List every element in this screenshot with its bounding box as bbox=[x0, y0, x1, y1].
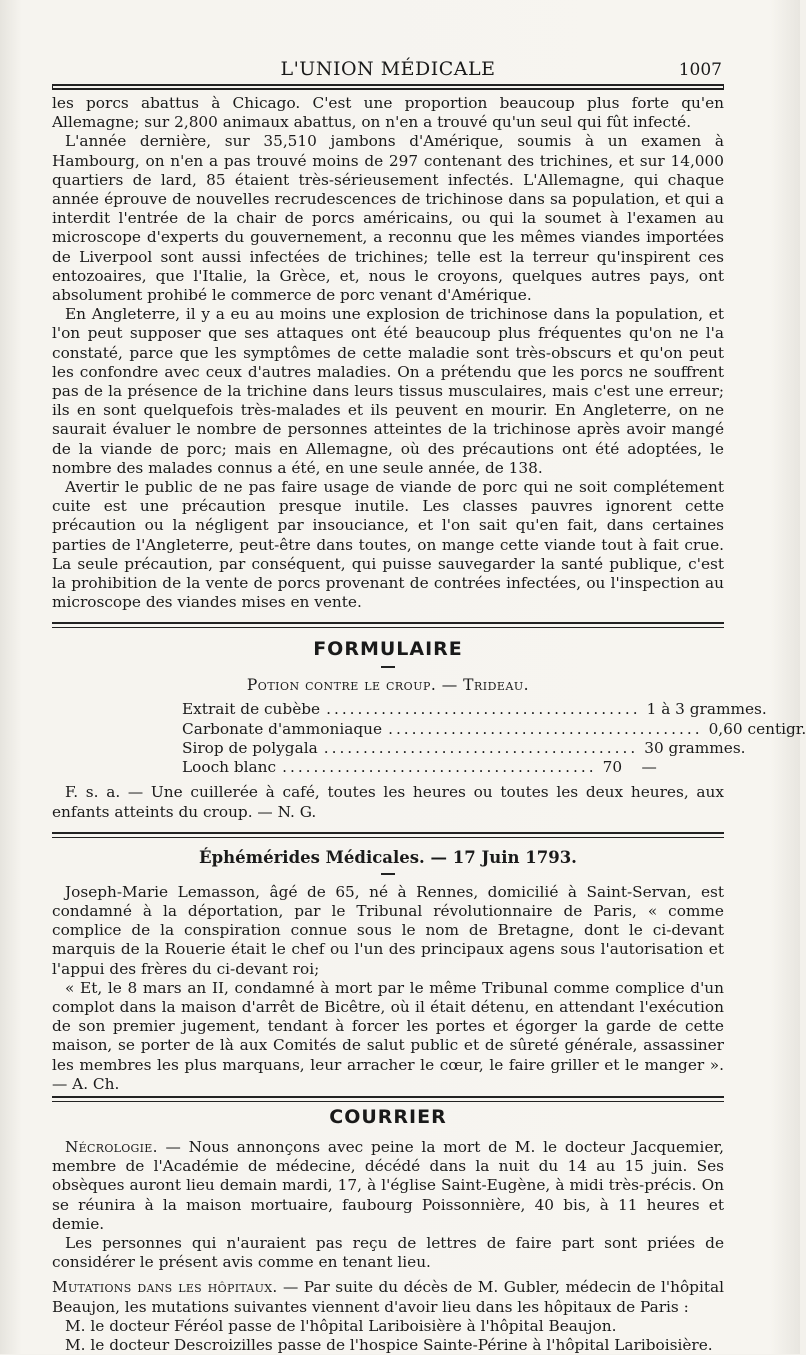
recipe-title: Potion contre le croup. — Trideau. bbox=[246, 676, 530, 695]
paragraph: les porcs abattus à Chicago. C'est une proportion beaucoup plus forte qu'en Allemagne; sur 2,800 animaux abattus, on n'en a trouvé qu'un seul qui fût infecté. bbox=[52, 94, 724, 132]
dot-leader: ........................................ bbox=[326, 700, 641, 719]
mutations-paragraph bbox=[52, 1278, 724, 1316]
dot-leader: ........................................ bbox=[388, 719, 703, 738]
ephemerides-date: — 17 Juin 1793. bbox=[424, 847, 577, 867]
paragraph: Les personnes qui n'auraient pas reçu de lettres de faire part sont priées de considérer le présent avis comme en tenant lieu. bbox=[52, 1233, 724, 1272]
recipe-row bbox=[182, 719, 806, 739]
paragraph: L'année dernière, sur 35,510 jambons d'Amérique, soumis à un examen à Hambourg, on n'en a pas trouvé moins de 297 contenant des trichines, et sur 14,000 quartiers de lard, 85 étaient très-sérieusement infectés. L'Allemagne, qui chaque année éprouve de nouvelles recrudescences de trichinose dans sa population, et qui a interdit l'entrée de la chair de porcs américains, ou qui la soumet à l'examen au microscope d'experts du gouvernement, a reconnu que les mêmes viandes importées de Liverpool sont aussi infectées de trichines; telle est la terreur qu'inspirent ces entozoaires, que l'Italie, la Grèce, et, nous le croyons, quelques autres pays, ont absolument prohibé le commerce de porc venant d'Amérique. bbox=[52, 132, 724, 305]
paragraph: Avertir le public de ne pas faire usage de viande de porc qui ne soit complétement cuite est une précaution presque inutile. Les classes pauvres ignorent cette précaution ou la négligent par insouciance, et l'on sait qu'en fait, dans certaines parties de l'Angleterre, peut-être dans toutes, on mange cette viande tout à fait crue. La seule précaution, par conséquent, qui puisse sauvegarder la santé publique, c'est la prohibition de la vente de porcs provenant de contrées infectées, ou l'inspection au microscope des viandes mises en vente. bbox=[52, 478, 724, 612]
paragraph: M. le docteur Féréol passe de l'hôpital Lariboisière à l'hôpital Beaujon. bbox=[65, 1316, 617, 1335]
section-divider bbox=[52, 1096, 724, 1102]
section-divider bbox=[52, 832, 724, 838]
section-title: COURRIER bbox=[329, 1105, 447, 1128]
necrologie-paragraph bbox=[52, 1138, 724, 1234]
ingredient-qty: 0,60 centigr. bbox=[708, 719, 806, 738]
ingredient-qty: 30 grammes. bbox=[644, 738, 746, 757]
ingredient-qty: 70 — bbox=[602, 758, 657, 777]
recipe-row bbox=[182, 758, 657, 777]
trichinosis-article bbox=[52, 94, 724, 612]
recipe-row bbox=[182, 700, 767, 719]
dot-leader: ........................................ bbox=[323, 738, 639, 757]
ingredient-name: Carbonate d'ammoniaque bbox=[182, 719, 383, 738]
paragraph: Joseph-Marie Lemasson, âgé de 65, né à Rennes, domicilié à Saint-Servan, est condamné à la déportation, par le Tribunal révolutionnaire de Paris, « comme complice de la conspiration connue sous le nom de Bretagne, dont le ci-devant marquis de la Rouerie était le chef ou l'un des principaux agens sous l'autorisation et l'appui des frères du ci-devant roi; bbox=[52, 882, 724, 978]
ephemerides-title-bold: Éphémérides Médicales. bbox=[199, 847, 425, 867]
title-dash bbox=[381, 873, 395, 875]
recipe-instructions: F. s. a. — Une cuillerée à café, toutes les heures ou toutes les deux heures, aux enfants atteints du croup. — N. G. bbox=[52, 783, 724, 821]
section-title: FORMULAIRE bbox=[313, 638, 463, 661]
title-dash bbox=[381, 666, 395, 668]
ephemerides-section bbox=[52, 848, 724, 1094]
mutations-text: — Par suite du décès de M. Gubler, médecin de l'hôpital Beaujon, les mutations suivantes viennent d'avoir lieu dans les hôpitaux de Paris : bbox=[52, 1278, 724, 1316]
ingredient-name: Sirop de polygala bbox=[182, 738, 318, 757]
necrologie-lead: Nécrologie. bbox=[65, 1137, 158, 1156]
paragraph: M. le docteur Descroizilles passe de l'hospice Sainte-Périne à l'hôpital Lariboisière. bbox=[65, 1335, 713, 1354]
ingredient-qty: 1 à 3 grammes. bbox=[646, 700, 767, 719]
page-number: 1007 bbox=[678, 60, 722, 80]
formulaire-section bbox=[52, 638, 806, 821]
ingredient-name: Looch blanc bbox=[182, 758, 277, 777]
paragraph: « Et, le 8 mars an II, condamné à mort par le même Tribunal comme complice d'un complot dans la maison d'arrêt de Bicêtre, où il était détenu, en attendant l'exécution de son premier jugement, tendant à forcer les portes et égorger la garde de cette maison, se porter de là aux Comités de salut public et de sûreté générale, assassiner les membres les plus marquans, leur arracher le cœur, le faire griller et le manger ». — A. Ch. bbox=[52, 978, 724, 1093]
ingredient-name: Extrait de cubèbe bbox=[182, 700, 321, 719]
mutations-lead: Mutations dans les hôpitaux. bbox=[52, 1278, 278, 1297]
dot-leader: ........................................ bbox=[282, 758, 597, 777]
running-title: L'UNION MÉDICALE bbox=[280, 58, 496, 80]
ephemerides-title bbox=[52, 848, 724, 867]
recipe-row bbox=[182, 738, 746, 758]
courrier-section bbox=[52, 1138, 724, 1355]
courrier-header bbox=[52, 1096, 724, 1126]
paragraph: En Angleterre, il y a eu au moins une explosion de trichinose dans la population, et l'on peut supposer que ses attaques ont été beaucoup plus fréquentes qu'on ne l'a constaté, parce que les symptômes de cette maladie sont très-obscurs et qu'on peut les confondre avec ceux d'autres maladies. On a prétendu que les porcs ne souffrent pas de la présence de la trichine dans leurs tissus musculaires, mais c'est une erreur; ils en sont quelquefois très-malades et ils peuvent en mourir. En Angleterre, on ne saurait évaluer le nombre de personnes atteintes de la trichinose après avoir mangé de la viande de porc; mais en Allemagne, où des précautions ont été adoptées, le nombre des malades connus a été, en une seule année, de 138. bbox=[52, 305, 724, 477]
page-header bbox=[52, 50, 724, 86]
section-divider bbox=[52, 622, 724, 628]
necrologie-text: — Nous annonçons avec peine la mort de M. le docteur Jacquemier, membre de l'Académie de médecine, décédé dans la nuit du 14 au 15 juin. Ses obsèques auront lieu demain mardi, 17, à l'église Saint-Eugène, à midi très-précis. On se réunira à la maison mortuaire, faubourg Poissonnière, 40 bis, à 11 heures et demie. bbox=[52, 1137, 724, 1233]
recipe-list bbox=[182, 700, 806, 777]
